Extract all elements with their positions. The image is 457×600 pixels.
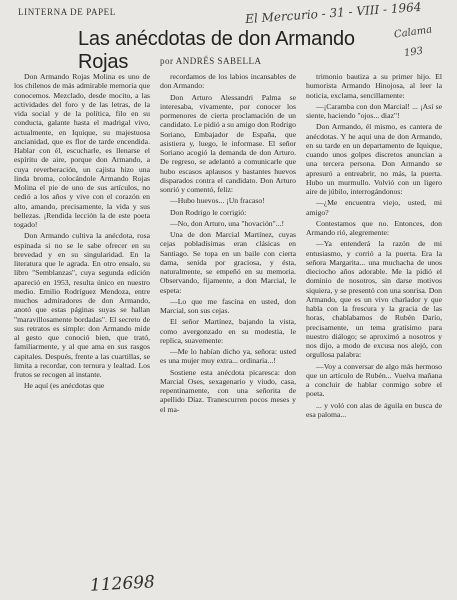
paragraph: trimonio bautiza a su primer hijo. El humorista Armando Hinojosa, al leer la noticia, exclama, sencillamente:	[306, 72, 442, 100]
paragraph: Don Armando cultiva la anécdota, rosa espinada si no se le sabe ofrecer en su brevedad y en su singularidad. En la literatura que le agrada. En otro ensalo, su libro "Semblanzas", cuya segunda edición apareció en 1953, resulta único en nuestro medio. Emilio Rodríguez Mendoza, entre muchos admiradores de don Armando, anotó que estas páginas suyas se hallan "maravillosamente bordadas". El secreto de sus retratos es simple: don Armando mide al gesto que conoció bien, que trató, familiarmente, y al que ama en sus rasgos capitales. Después, frente a las cuartillas, se limita a recordar, con ternura y lealtad. Los frutos se recogen al instante.	[14, 231, 150, 379]
article-byline: por ANDRÉS SABELLA	[160, 56, 262, 66]
paragraph: —Ya entenderá la razón de mi entusiasmo, y corrió a la puerta. Era la señora Margarita... una muchacha de unos dieciocho años adorable. Me la pidió el dominio de nosotros, sin darse motivos siquiera, y se presentó con una sonrisa. Don Armando, que es un vivo charlador y que habla con la frescura y la gracia de las horas, chablabamos de Rubén Darío, precisamente, un tema gratísimo para nuestro diálogo; se aproximó a nosotros y nos dijo, a modo de excusa nos alejó, con orgullosa palabra:	[306, 239, 442, 360]
paragraph: ... y voló con alas de águila en busca de esa paloma...	[306, 400, 442, 419]
paragraph: —Voy a conversar de algo más hermoso que un artículo de Rubén... Vuelva mañana a concluir de hablar conmigo sobre el poeta.	[306, 361, 442, 399]
column-3	[306, 72, 442, 572]
paragraph: Sostiene esta anécdota picaresca: don Marcial Oses, sexagenario y viudo, casa, repentinamente, con una señorita de apellido Díaz. Tranescurren pocos meses y el ma-	[160, 367, 296, 414]
paragraph: El señor Martínez, bajando la vista, como avergonzado en su modestia, le replica, suavemente:	[160, 317, 296, 345]
article-title: Las anécdotas de don Armando Rojas	[78, 28, 355, 73]
archive-stamp-number: 112698	[89, 572, 156, 596]
paragraph: Don Rodrigo le corrigió:	[170, 207, 247, 217]
paragraph: —Me lo habían dicho ya, señora: usted es una mujer muy extra... ordinaria...!	[160, 347, 296, 366]
paragraph: Don Armando, él mismo, es cantera de anécdotas. Y he aquí una de don Armando, en su tarde en un departamento de Iquique, cuando unos golpes discretos anuncian a una tercera persona. Don Armando se apresuró a entreabrir, no más, la puerta. Hubo un murmullo. Volvió con un ligero aire de júbilo, interrogándonos:	[306, 122, 442, 196]
paragraph: Contestamos que no. Entonces, don Armando rió, alegremente:	[306, 218, 442, 237]
paragraph: Don Armando Rojas Molina es uno de los chilenos de más admirable memoria que conocemos. Mezclado, desde mocito, a las actividades del foro y de las letras, de la vida social y de la política, filo en su conducta, galante hasta el madrigal vivo, actualmente, en Iquique, su majestuosa ancianidad, que es flor de tarde encendida. Hablar con él, escucharle, es llenarse el espíritu de aire, porque don Armando, a cuya reverberación, un cajista hizo una linda broma, colocándole Armando Rojas Molina el pie de uno de sus artículos, no cedió a los años y vive con el corazón en alto, amando, precisamente, la vida y sus bellezas. ¡Rendida lección la de este poeta togado!	[14, 72, 150, 229]
paragraph: recordamos de los labios incansables de don Armando:	[160, 72, 296, 91]
paragraph: —Lo que me fascina en usted, don Marcial, son sus cejas.	[160, 296, 296, 315]
paragraph: —No, don Arturo, una "hovación"...!	[170, 218, 285, 228]
paragraph: He aquí (es anécdotas que	[24, 381, 105, 391]
column-1	[14, 72, 150, 572]
paragraph: —¡Caramba con don Marcial! ... ¡Así se siente, haciendo "ojos... diaz"!	[306, 101, 442, 120]
article-body	[14, 72, 442, 572]
section-label: LINTERNA DE PAPEL	[18, 7, 116, 17]
column-2	[160, 72, 296, 572]
paragraph: Una de don Marcial Martínez, cuyas cejas pobladísimas eran clásicas en Santiago. Se topa en un baile con cierta dama, senida por graciosa, y ésta, naturalmente, se empeñó en su memoria. Observando, fijamente, a don Marcial, le espeta:	[160, 230, 296, 295]
handwritten-date: El Mercurio - 31 - VIII - 1964	[244, 0, 422, 27]
handwritten-note-number: 193	[403, 45, 424, 60]
paragraph: —¿Me encuentra viejo, usted, mi amigo?	[306, 198, 442, 217]
paragraph: —Hubo huevos... ¡Un fracaso!	[170, 196, 265, 206]
paragraph: Don Arturo Alessandri Palma se interesaba, vivamente, por conocer los pormenores de cierta proclamación de un candidato. Le pidió a su amigo don Rodrigo Soriano, Embajador de España, que asistiera y, luego, le informase. El señor Soriano acogió la demanda de don Arturo. De regreso, se adelantó a comunicarle que hubo escasos aplausos y bastantes huevos disparados contra el candidato. Don Arturo sonrió y comentó, feliz:	[160, 92, 296, 194]
handwritten-note-city: Calama	[393, 24, 433, 41]
